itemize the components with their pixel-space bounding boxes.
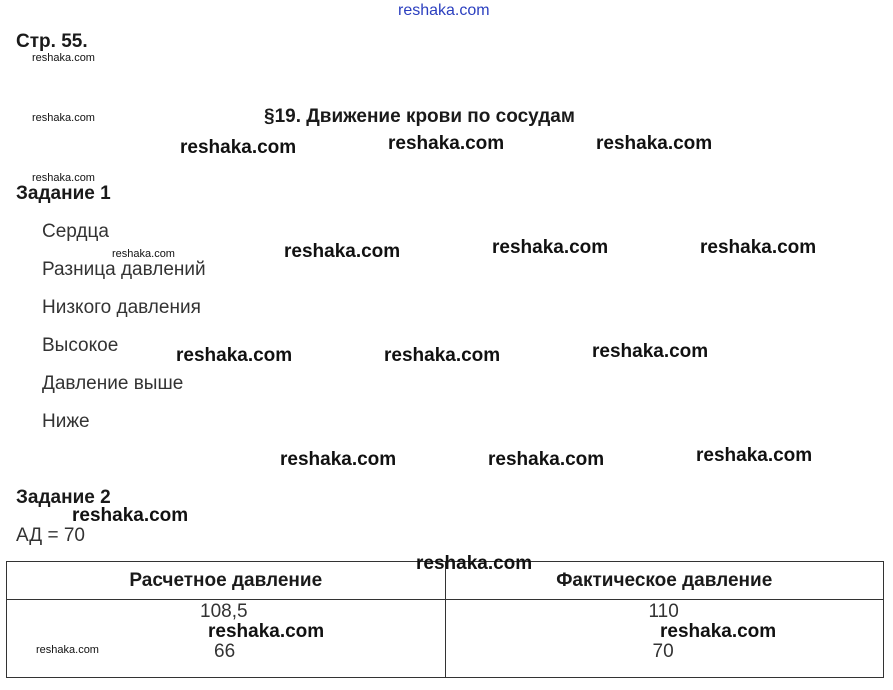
watermark: reshaka.com [592,341,709,362]
calculated-diastolic: 66 [214,641,236,662]
answer-2: Разница давлений [42,259,206,280]
watermark: reshaka.com [32,52,95,64]
watermark: reshaka.com [208,621,325,642]
watermark: reshaka.com [176,345,293,366]
watermark: reshaka.com [32,172,95,184]
answer-3: Низкого давления [42,297,201,318]
watermark: reshaka.com [72,505,189,526]
watermark: reshaka.com [488,449,605,470]
watermark: reshaka.com [280,449,397,470]
actual-diastolic: 70 [652,641,674,662]
actual-systolic: 110 [648,601,679,622]
watermark: reshaka.com [492,237,609,258]
header-calculated: Расчетное давление [7,562,446,600]
pressure-table [6,561,884,678]
watermark: reshaka.com [388,133,505,154]
task1-heading: Задание 1 [16,183,111,204]
watermark: reshaka.com [596,133,713,154]
page-reference: Стр. 55. [16,31,88,52]
watermark: reshaka.com [36,644,99,656]
watermark: reshaka.com [180,137,297,158]
watermark: reshaka.com [696,445,813,466]
watermark: reshaka.com [700,237,817,258]
watermark: reshaka.com [32,112,95,124]
answer-4: Высокое [42,335,119,356]
watermark: reshaka.com [112,248,175,260]
answer-5: Давление выше [42,373,184,394]
site-link[interactable]: reshaka.com [398,2,490,19]
header-actual: Фактическое давление [445,562,884,600]
calculated-systolic: 108,5 [200,601,248,622]
answer-1: Сердца [42,221,109,242]
watermark: reshaka.com [284,241,401,262]
watermark: reshaka.com [416,553,533,574]
answer-6: Ниже [42,411,90,432]
task2-heading: Задание 2 [16,487,111,508]
watermark: reshaka.com [660,621,777,642]
pressure-formula: АД = 70 [16,525,85,546]
section-title: §19. Движение крови по сосудам [264,106,575,127]
watermark: reshaka.com [384,345,501,366]
